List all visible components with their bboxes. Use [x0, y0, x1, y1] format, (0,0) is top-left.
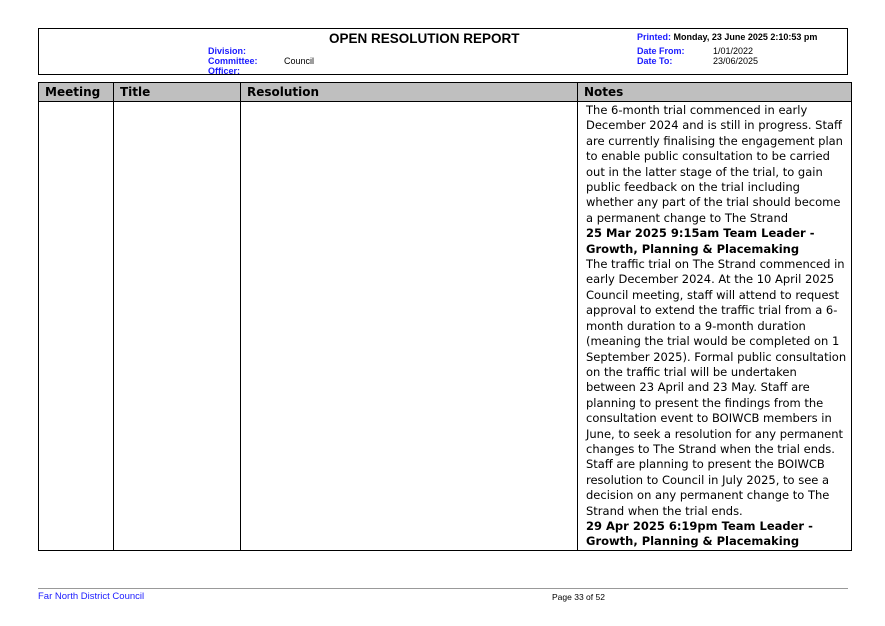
division-label: Division:: [208, 46, 247, 56]
page-number: Page 33 of 52: [552, 592, 605, 602]
note-text: The 6-month trial commenced in early December 2024 and is still in progress. Staff are currently finalising the engagement plan to enable public consultation to be carried out in the latter stage of the trial, to gain public feedback on the trial including whether any part of the trial should become a permanent change to The Strand: [586, 103, 843, 225]
date-from-label: Date From:: [637, 46, 685, 56]
printed-value: Monday, 23 June 2025 2:10:53 pm: [673, 32, 818, 42]
committee-label: Committee:: [208, 56, 258, 66]
notes-cell: [578, 102, 852, 551]
table-header-row: [39, 83, 852, 102]
column-header-title: Title: [114, 83, 241, 102]
report-title: OPEN RESOLUTION REPORT: [329, 31, 520, 46]
title-cell: [114, 102, 241, 551]
note-entry-heading: 29 Apr 2025 6:19pm Team Leader - Growth, Planning & Placemaking: [586, 518, 813, 549]
officer-label: Officer:: [208, 66, 241, 76]
date-to-label: Date To:: [637, 56, 673, 66]
column-header-meeting: Meeting: [39, 83, 114, 102]
resolution-table: [38, 82, 852, 551]
note-entry-heading: 25 Mar 2025 9:15am Team Leader - Growth, Planning & Placemaking: [586, 226, 815, 256]
committee-value: Council: [284, 56, 315, 66]
printed-timestamp: [637, 32, 817, 42]
footer-divider: [38, 588, 848, 589]
report-header: [38, 28, 848, 75]
date-to-value: 23/06/2025: [713, 56, 759, 66]
resolution-cell: [241, 102, 578, 551]
table-row: [39, 102, 852, 551]
date-from-value: 1/01/2022: [713, 46, 754, 56]
footer-organisation: Far North District Council: [38, 591, 145, 602]
printed-label: Printed:: [637, 32, 672, 42]
notes-content: [578, 102, 851, 550]
column-header-notes: Notes: [578, 83, 852, 102]
note-text: The traffic trial on The Strand commenced in early December 2024. At the 10 April 2025 Council meeting, staff will attend to request approval to extend the traffic trial from a 6-month duration to a 9-month duration (meaning the trial would be completed on 1 September 2025). Formal public consultation on the traffic trial will be undertaken between 23 April and 23 May. Staff are planning to present the findings from the consultation event to BOIWCB members in June, to seek a resolution for any permanent changes to The Strand when the trial ends. Staff are planning to present the BOIWCB resolution to Council in July 2025, to see a decision on any permanent change to The Strand when the trial ends.: [586, 257, 847, 518]
column-header-resolution: Resolution: [241, 83, 578, 102]
meeting-cell: [39, 102, 114, 551]
